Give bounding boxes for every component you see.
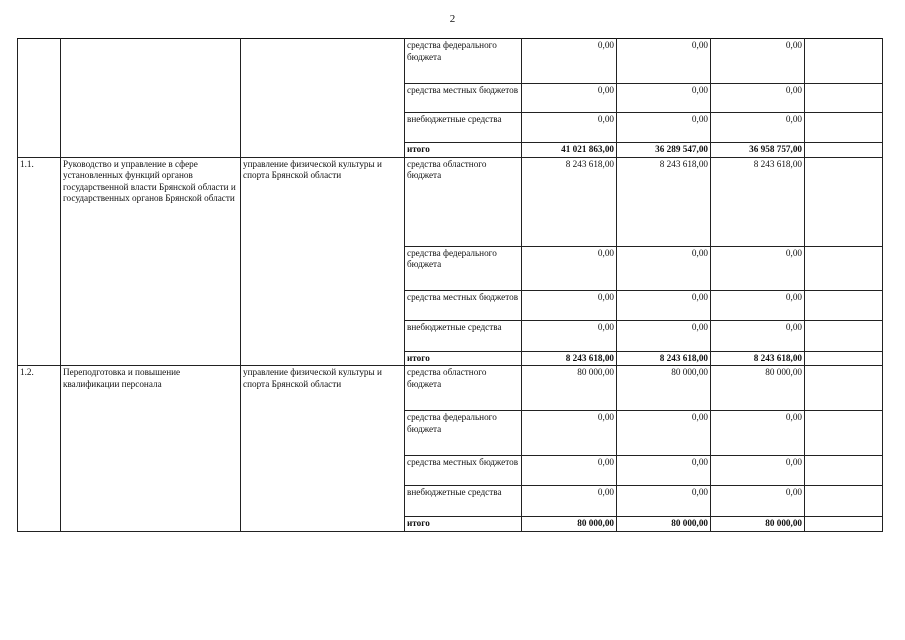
- funding-source: средства федерального бюджета: [405, 39, 522, 84]
- value-year-2: 0,00: [617, 290, 711, 320]
- table-body: [18, 39, 883, 532]
- funding-source: внебюджетные средства: [405, 113, 522, 143]
- value-year-2: 8 243 618,00: [617, 157, 711, 246]
- funding-source: итого: [405, 517, 522, 532]
- value-year-2: 80 000,00: [617, 366, 711, 411]
- page-number: 2: [449, 13, 456, 25]
- table-row: [18, 366, 883, 411]
- value-year-1: 0,00: [522, 113, 617, 143]
- value-year-2: 0,00: [617, 246, 711, 290]
- value-year-1: 0,00: [522, 320, 617, 351]
- funding-source: средства местных бюджетов: [405, 456, 522, 486]
- value-year-3: 0,00: [711, 456, 805, 486]
- value-year-3: 36 958 757,00: [711, 143, 805, 158]
- item-index: 1.2.: [18, 366, 61, 532]
- value-year-3: 80 000,00: [711, 517, 805, 532]
- extra-cell: [805, 290, 883, 320]
- value-year-1: 0,00: [522, 246, 617, 290]
- item-executor: [241, 39, 405, 158]
- extra-cell: [805, 517, 883, 532]
- table-row: [18, 157, 883, 246]
- value-year-2: 36 289 547,00: [617, 143, 711, 158]
- value-year-3: 0,00: [711, 84, 805, 113]
- extra-cell: [805, 246, 883, 290]
- funding-source: внебюджетные средства: [405, 486, 522, 517]
- funding-source: средства федерального бюджета: [405, 246, 522, 290]
- value-year-1: 8 243 618,00: [522, 157, 617, 246]
- value-year-3: 8 243 618,00: [711, 351, 805, 366]
- extra-cell: [805, 411, 883, 456]
- value-year-2: 8 243 618,00: [617, 351, 711, 366]
- funding-source: средства местных бюджетов: [405, 290, 522, 320]
- value-year-1: 41 021 863,00: [522, 143, 617, 158]
- extra-cell: [805, 486, 883, 517]
- value-year-3: 80 000,00: [711, 366, 805, 411]
- value-year-2: 0,00: [617, 486, 711, 517]
- item-index: 1.1.: [18, 157, 61, 366]
- item-executor: управление физической культуры и спорта Брянской области: [241, 157, 405, 366]
- value-year-1: 0,00: [522, 39, 617, 84]
- value-year-3: 0,00: [711, 246, 805, 290]
- value-year-1: 80 000,00: [522, 366, 617, 411]
- value-year-1: 0,00: [522, 411, 617, 456]
- value-year-1: 80 000,00: [522, 517, 617, 532]
- funding-source: средства областного бюджета: [405, 157, 522, 246]
- item-title: Переподготовка и повышение квалификации персонала: [61, 366, 241, 532]
- item-title: Руководство и управление в сфере установленных функций органов государственной власти Брянской области и государственных органов Брянской области: [61, 157, 241, 366]
- value-year-3: 0,00: [711, 113, 805, 143]
- value-year-2: 80 000,00: [617, 517, 711, 532]
- value-year-3: 0,00: [711, 486, 805, 517]
- extra-cell: [805, 157, 883, 246]
- item-title: [61, 39, 241, 158]
- value-year-3: 8 243 618,00: [711, 157, 805, 246]
- funding-source: средства федерального бюджета: [405, 411, 522, 456]
- value-year-2: 0,00: [617, 456, 711, 486]
- item-executor: управление физической культуры и спорта Брянской области: [241, 366, 405, 532]
- value-year-2: 0,00: [617, 84, 711, 113]
- value-year-1: 0,00: [522, 456, 617, 486]
- extra-cell: [805, 84, 883, 113]
- extra-cell: [805, 143, 883, 158]
- value-year-1: 0,00: [522, 290, 617, 320]
- funding-source: средства местных бюджетов: [405, 84, 522, 113]
- funding-source: итого: [405, 351, 522, 366]
- funding-source: средства областного бюджета: [405, 366, 522, 411]
- extra-cell: [805, 351, 883, 366]
- funding-source: итого: [405, 143, 522, 158]
- value-year-3: 0,00: [711, 411, 805, 456]
- table-row: [18, 39, 883, 84]
- extra-cell: [805, 39, 883, 84]
- extra-cell: [805, 456, 883, 486]
- value-year-1: 0,00: [522, 486, 617, 517]
- extra-cell: [805, 366, 883, 411]
- extra-cell: [805, 113, 883, 143]
- value-year-2: 0,00: [617, 411, 711, 456]
- value-year-2: 0,00: [617, 113, 711, 143]
- value-year-2: 0,00: [617, 320, 711, 351]
- budget-table: [17, 38, 883, 532]
- value-year-1: 0,00: [522, 84, 617, 113]
- value-year-3: 0,00: [711, 290, 805, 320]
- value-year-3: 0,00: [711, 320, 805, 351]
- extra-cell: [805, 320, 883, 351]
- value-year-2: 0,00: [617, 39, 711, 84]
- item-index: [18, 39, 61, 158]
- value-year-1: 8 243 618,00: [522, 351, 617, 366]
- funding-source: внебюджетные средства: [405, 320, 522, 351]
- value-year-3: 0,00: [711, 39, 805, 84]
